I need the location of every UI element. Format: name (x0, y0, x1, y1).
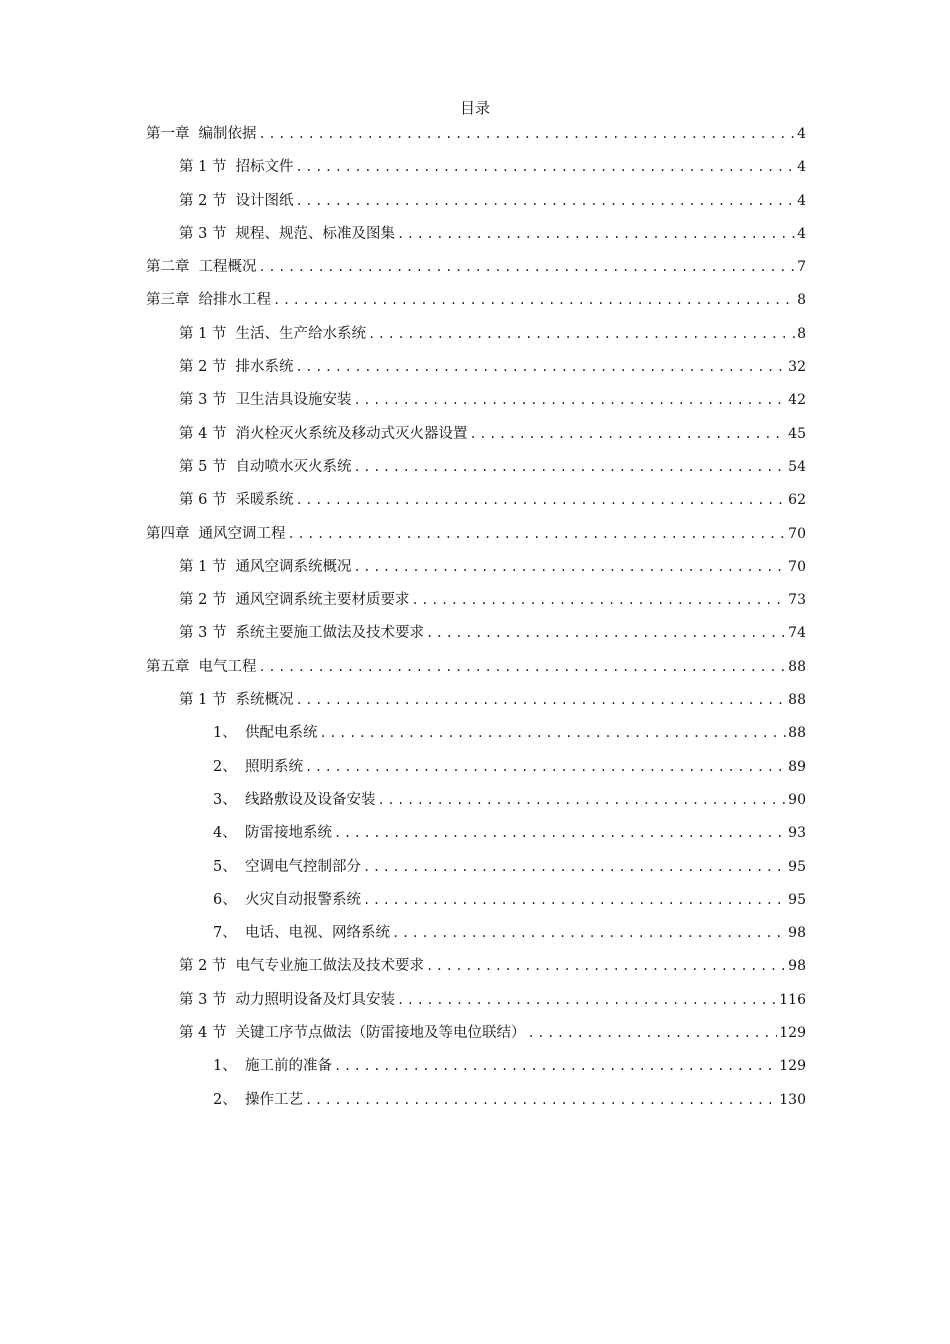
toc-entry-label (146, 523, 286, 545)
toc-entry[interactable] (146, 389, 806, 422)
toc-entry-text: 生活、生产给水系统 (235, 325, 366, 342)
toc-entry[interactable] (146, 1055, 806, 1088)
dot-leader (363, 889, 786, 911)
toc-entry-label (179, 489, 293, 511)
dot-leader (295, 489, 786, 511)
dot-leader (295, 190, 795, 212)
toc-entry-number: 第 1 节 (179, 558, 227, 575)
toc-entry[interactable] (146, 489, 806, 522)
toc-entry[interactable] (146, 589, 806, 622)
dot-leader (353, 456, 786, 478)
toc-entry-number: 第 2 节 (179, 359, 227, 376)
toc-entry-number: 第五章 (146, 658, 190, 675)
toc-entry[interactable] (146, 156, 806, 189)
dot-leader (334, 1055, 777, 1077)
toc-entry-label (179, 190, 293, 212)
toc-entry-text: 给排水工程 (198, 292, 271, 309)
dot-leader (411, 589, 786, 611)
dot-leader (363, 856, 786, 878)
toc-entry-page-number: 130 (779, 1091, 806, 1108)
toc-entry-number: 第 2 节 (179, 592, 227, 609)
toc-entry[interactable] (146, 123, 806, 156)
toc-entry-page-number: 74 (788, 625, 806, 642)
toc-entry-page-number: 95 (788, 891, 806, 908)
toc-entry-page-number: 88 (788, 658, 806, 675)
toc-entry[interactable] (146, 356, 806, 389)
toc-entry-number: 2、 (213, 758, 237, 775)
toc-entry[interactable] (146, 656, 806, 689)
toc-entry-page-number: 88 (788, 692, 806, 709)
dot-leader (334, 822, 786, 844)
toc-entry-number: 第 4 节 (179, 1025, 227, 1042)
dot-leader (295, 689, 786, 711)
toc-entry-page-number: 4 (797, 192, 806, 209)
dot-leader (259, 656, 787, 678)
toc-entry-text: 排水系统 (235, 359, 294, 376)
toc-entry-label (213, 856, 361, 878)
toc-entry-label (179, 223, 395, 245)
dot-leader (353, 556, 786, 578)
toc-entry-label (213, 789, 376, 811)
toc-entry[interactable] (146, 423, 806, 456)
toc-entry-number: 第 2 节 (179, 192, 227, 209)
toc-entry-text: 施工前的准备 (245, 1058, 332, 1075)
toc-entry-text: 规程、规范、标准及图集 (235, 225, 395, 242)
toc-entry-text: 自动喷水灭火系统 (235, 458, 352, 475)
toc-entry-label (179, 989, 395, 1011)
toc-entry-label (213, 922, 390, 944)
dot-leader (397, 989, 777, 1011)
toc-entry-label (179, 1022, 525, 1044)
toc-entry-number: 5、 (213, 858, 237, 875)
toc-entry-label (213, 1089, 303, 1111)
toc-entry[interactable] (146, 622, 806, 655)
toc-entry-label (179, 423, 467, 445)
toc-entry-number: 第 4 节 (179, 425, 227, 442)
toc-entry-number: 7、 (213, 925, 237, 942)
toc-entry[interactable] (146, 289, 806, 322)
toc-entry[interactable] (146, 223, 806, 256)
toc-entry-text: 消火栓灭火系统及移动式灭火器设置 (235, 425, 468, 442)
toc-entry-text: 招标文件 (235, 159, 294, 176)
toc-entry-label (146, 123, 257, 145)
toc-entry-text: 通风空调系统概况 (235, 558, 352, 575)
toc-entry-label (179, 955, 424, 977)
toc-entry-text: 通风空调系统主要材质要求 (235, 592, 410, 609)
toc-entry-text: 电话、电视、网络系统 (245, 925, 390, 942)
dot-leader (392, 922, 786, 944)
toc-entry-text: 电气专业施工做法及技术要求 (235, 958, 424, 975)
toc-entry[interactable] (146, 1022, 806, 1055)
toc-entry-page-number: 70 (788, 558, 806, 575)
toc-entry-number: 第 1 节 (179, 159, 227, 176)
toc-entry[interactable] (146, 456, 806, 489)
toc-entry-label (213, 889, 361, 911)
toc-entry[interactable] (146, 190, 806, 223)
toc-entry-number: 第 3 节 (179, 991, 227, 1008)
toc-entry-number: 第 2 节 (179, 958, 227, 975)
toc-entry-page-number: 42 (788, 392, 806, 409)
toc-entry-text: 操作工艺 (245, 1091, 303, 1108)
toc-entry-number: 第 6 节 (179, 492, 227, 509)
toc-entry-text: 卫生洁具设施安装 (235, 392, 352, 409)
toc-entry-label (146, 656, 257, 678)
dot-leader (426, 955, 786, 977)
toc-entry-text: 线路敷设及设备安装 (245, 791, 376, 808)
toc-entry-page-number: 45 (788, 425, 806, 442)
dot-leader (378, 789, 787, 811)
toc-entry-number: 第三章 (146, 292, 190, 309)
toc-entry-label (213, 756, 303, 778)
toc-entry-label (213, 722, 318, 744)
dot-leader (527, 1022, 777, 1044)
toc-entry-text: 工程概况 (198, 259, 257, 276)
toc-entry[interactable] (146, 756, 806, 789)
dot-leader (469, 423, 786, 445)
dot-leader (368, 323, 795, 345)
dot-leader (288, 523, 787, 545)
toc-entry[interactable] (146, 889, 806, 922)
toc-entry-number: 第 3 节 (179, 225, 227, 242)
dot-leader (295, 156, 795, 178)
toc-entry[interactable] (146, 256, 806, 289)
toc-entry-page-number: 8 (797, 325, 806, 342)
toc-entry-text: 火灾自动报警系统 (245, 891, 361, 908)
toc-entry[interactable] (146, 1089, 806, 1122)
toc-entry-page-number: 32 (788, 359, 806, 376)
toc-entry-label (179, 156, 293, 178)
toc-entry-text: 编制依据 (198, 126, 257, 142)
dot-leader (295, 356, 786, 378)
toc-title: 目录 (459, 99, 490, 117)
toc-entry[interactable] (146, 856, 806, 889)
toc-entry-label (179, 323, 366, 345)
toc-entry-page-number: 62 (788, 492, 806, 509)
toc-entry-page-number: 98 (788, 925, 806, 942)
toc-entry-text: 供配电系统 (245, 725, 318, 742)
toc-entry-number: 第一章 (146, 126, 190, 142)
toc-entry[interactable] (146, 689, 806, 722)
toc-entry-text: 关键工序节点做法（防雷接地及等电位联结） (235, 1025, 526, 1042)
toc-list (146, 123, 806, 1122)
toc-entry-number: 第 1 节 (179, 325, 227, 342)
toc-entry-label (213, 1055, 332, 1077)
toc-entry-text: 电气工程 (198, 658, 257, 675)
dot-leader (353, 389, 786, 411)
dot-leader (320, 722, 787, 744)
toc-entry-page-number: 8 (797, 292, 806, 309)
toc-entry-text: 系统概况 (235, 692, 294, 709)
toc-entry-text: 动力照明设备及灯具安装 (235, 991, 395, 1008)
toc-entry-page-number: 90 (788, 791, 806, 808)
toc-entry[interactable] (146, 323, 806, 356)
dot-leader (426, 622, 786, 644)
toc-entry-number: 第二章 (146, 259, 190, 276)
toc-entry-label (179, 356, 293, 378)
toc-entry-label (146, 289, 271, 311)
toc-entry-text: 系统主要施工做法及技术要求 (235, 625, 424, 642)
toc-entry-number: 2、 (213, 1091, 237, 1108)
toc-entry-number: 第四章 (146, 525, 190, 542)
toc-entry-label (179, 456, 351, 478)
toc-entry-label (179, 589, 409, 611)
toc-entry[interactable] (146, 556, 806, 589)
toc-entry-label (179, 389, 351, 411)
toc-entry-page-number: 88 (788, 725, 806, 742)
toc-entry-number: 第 3 节 (179, 625, 227, 642)
toc-entry-page-number: 7 (797, 259, 806, 276)
toc-entry-text: 防雷接地系统 (245, 825, 332, 842)
toc-entry-number: 4、 (213, 825, 237, 842)
toc-entry-page-number: 129 (779, 1058, 806, 1075)
toc-entry-page-number: 4 (797, 126, 806, 142)
toc-entry-page-number: 93 (788, 825, 806, 842)
toc-entry-number: 3、 (213, 791, 237, 808)
toc-entry-number: 第 5 节 (179, 458, 227, 475)
dot-leader (259, 123, 796, 145)
dot-leader (305, 756, 786, 778)
toc-entry-label (179, 556, 351, 578)
toc-entry-text: 照明系统 (245, 758, 303, 775)
toc-entry[interactable] (146, 922, 806, 955)
toc-entry-label (213, 822, 332, 844)
toc-entry-page-number: 95 (788, 858, 806, 875)
toc-entry-text: 设计图纸 (235, 192, 294, 209)
toc-entry-page-number: 98 (788, 958, 806, 975)
dot-leader (305, 1089, 777, 1111)
toc-entry[interactable] (146, 789, 806, 822)
toc-entry-page-number: 54 (788, 458, 806, 475)
toc-entry[interactable] (146, 989, 806, 1022)
dot-leader (397, 223, 795, 245)
toc-entry[interactable] (146, 955, 806, 988)
toc-entry-number: 6、 (213, 891, 237, 908)
toc-entry-page-number: 116 (779, 991, 806, 1008)
toc-entry-page-number: 129 (779, 1025, 806, 1042)
toc-entry-label (179, 689, 293, 711)
toc-entry[interactable] (146, 722, 806, 755)
toc-entry-number: 第 3 节 (179, 392, 227, 409)
toc-entry-page-number: 70 (788, 525, 806, 542)
toc-entry[interactable] (146, 822, 806, 855)
toc-entry-number: 1、 (213, 725, 237, 742)
toc-entry-text: 通风空调工程 (198, 525, 286, 542)
toc-entry-page-number: 4 (797, 225, 806, 242)
toc-entry-number: 1、 (213, 1058, 237, 1075)
toc-entry-page-number: 4 (797, 159, 806, 176)
toc-entry[interactable] (146, 523, 806, 556)
toc-entry-text: 采暖系统 (235, 492, 294, 509)
toc-entry-text: 空调电气控制部分 (245, 858, 361, 875)
toc-entry-number: 第 1 节 (179, 692, 227, 709)
dot-leader (273, 289, 795, 311)
toc-entry-label (146, 256, 257, 278)
dot-leader (259, 256, 796, 278)
toc-entry-label (179, 622, 424, 644)
toc-entry-page-number: 89 (788, 758, 806, 775)
toc-entry-page-number: 73 (788, 592, 806, 609)
